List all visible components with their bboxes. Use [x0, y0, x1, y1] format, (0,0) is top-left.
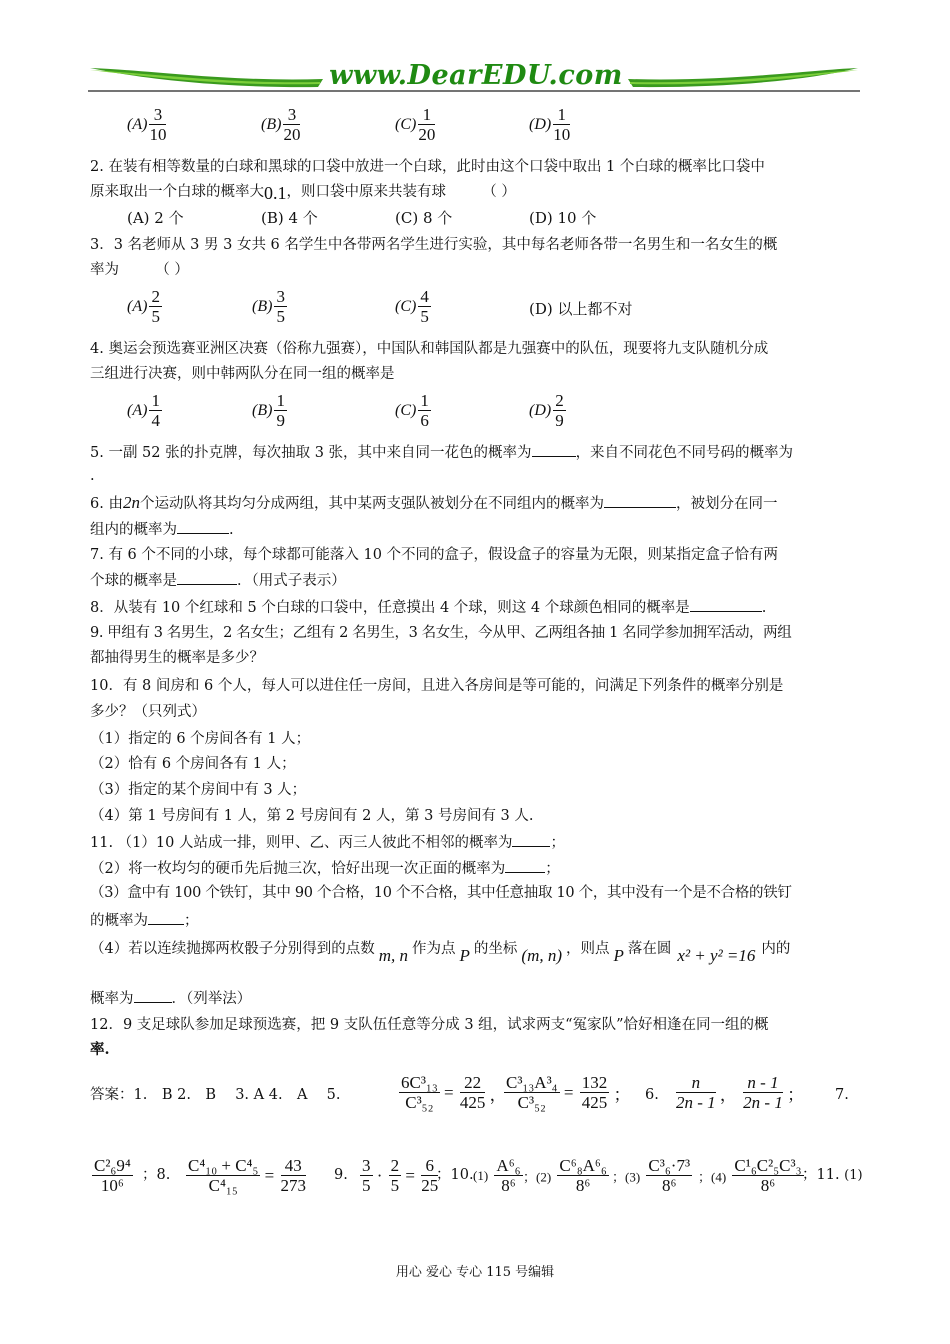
answer-8: $\frac{\text{C⁴₁₀ + C⁴₅}}{\text{C⁴₁₅}}$ = $\frac{43}{273}$: [188, 1156, 306, 1195]
answer-10-4: ；(4) $\frac{\text{C¹₆C²₅C³₃}}{\text{8⁶}}$: [698, 1156, 802, 1195]
q5-blank-1: [532, 442, 576, 457]
q2-line1: 2. 在装有相等数量的白球和黑球的口袋中放进一个白球，此时由这个口袋中取出 1 个白球的概率比口袋中: [90, 159, 765, 175]
q2-option-d: (D) 10 个: [529, 209, 597, 227]
q6-line2: 组内的概率为 .: [90, 519, 234, 540]
q1-option-b: (B) $\frac{3}{20}$: [261, 105, 301, 144]
q9-line1: 9. 甲组有 3 名男生，2 名女生；乙组有 2 名男生，3 名女生，今从甲、乙两组各抽 1 名同学参加拥军活动，两组: [90, 625, 792, 641]
answer-5-second: $\frac{\text{C³₁₃A³₄}}{\text{C³₅₂}}$ = $\frac{132}{425}$ ；: [506, 1073, 631, 1112]
q8-blank: [690, 597, 762, 612]
q11-line3: （3）盒中有 100 个铁钉，其中 90 个合格，10 个不合格，其中任意抽取 10 个，其中没有一个是不合格的铁钉: [90, 885, 792, 901]
answer-10-label: ；10.: [436, 1167, 474, 1183]
q1-option-d: (D) $\frac{1}{10}$: [529, 105, 571, 144]
q12-line2: 率.: [90, 1041, 110, 1058]
q6-line1: 6. 由2n个运动队将其均匀分成两组，其中某两支强队被划分在不同组内的概率为 ，被划分在同一: [90, 493, 778, 512]
q2-line2: 原来取出一个白球的概率大0.1，则口袋中原来共装有球 （ ）: [90, 183, 516, 203]
q12-line1: 12．9 支足球队参加足球预选赛，把 9 支队伍任意等分成 3 组，试求两支“冤家队”恰好相逢在同一组的概: [90, 1017, 769, 1033]
q11-blank-2: [505, 858, 545, 873]
q10-line2: 多少？（只列式）: [90, 704, 206, 720]
site-logo-text: www.DearEDU.com: [329, 60, 623, 91]
q10-item-1: （1）指定的 6 个房间各有 1 人；: [90, 731, 311, 747]
q3-line1: 3．3 名老师从 3 男 3 女共 6 名学生中各带两名学生进行实验，其中每名老师各带一名男生和一名女生的概: [90, 237, 778, 253]
answer-10-1: (1) $\frac{\text{A⁶₆}}{\text{8⁶}}$: [473, 1156, 521, 1195]
q7-line1: 7. 有 6 个不同的小球，每个球都可能落入 10 个不同的盒子，假设盒子的容量为无限，则某指定盒子恰有两: [90, 547, 779, 563]
answer-7-label: 7.: [835, 1087, 849, 1103]
answers-prefix: 答案：1. B 2. B 3. A 4. A 5.: [90, 1087, 341, 1103]
q11-line4: 的概率为 ；: [90, 910, 199, 931]
q6-blank-2: [177, 519, 229, 534]
q10-item-2: （2）恰有 6 个房间各有 1 人；: [90, 756, 296, 772]
q6-blank-1: [604, 493, 676, 508]
q5-line1: 5. 一副 52 张的扑克牌，每次抽取 3 张，其中来自同一花色的概率为 ，来自不同花色不同号码的概率为: [90, 442, 793, 463]
answer-11-label: ；11. (1): [802, 1167, 863, 1183]
q10-item-3: （3）指定的某个房间中有 3 人；: [90, 782, 307, 798]
answer-5-first: $\frac{\text{6C³₁₃}}{\text{C³₅₂}}$ = $\frac{22}{425}$ ，: [401, 1073, 507, 1112]
header-banner: [88, 60, 860, 100]
q1-option-c: (C) $\frac{1}{20}$: [395, 105, 436, 144]
q1-option-a: (A) $\frac{3}{10}$: [127, 105, 167, 144]
q11-blank-3: [148, 910, 184, 925]
q4-option-d: (D) $\frac{2}{9}$: [529, 391, 564, 430]
q4-line1: 4. 奥运会预选赛亚洲区决赛（俗称九强赛），中国队和韩国队都是九强赛中的队伍，现要将九支队随机分成: [90, 341, 769, 357]
q5-line2: .: [90, 468, 95, 484]
q11-line5: （4）若以连续抛掷两枚骰子分别得到的点数 m, n 作为点 P 的坐标 (m, n) ，则点 P 落在圆 x² + y² =16 内的: [90, 941, 791, 965]
q11-line1: 11. （1）10 人站成一排，则甲、乙、丙三人彼此不相邻的概率为 ；: [90, 832, 565, 853]
q3-option-a: (A) $\frac{2}{5}$: [127, 287, 160, 326]
answer-7: $\frac{\text{C²₆9⁴}}{\text{10⁶}}$: [94, 1156, 131, 1195]
q2-option-c: (C) 8 个: [395, 209, 453, 227]
q11-blank-4: [134, 988, 172, 1003]
answer-6-label: 6.: [645, 1087, 659, 1103]
q8-line1: 8．从装有 10 个红球和 5 个白球的口袋中，任意摸出 4 个球，则这 4 个球颜色相同的概率是 .: [90, 597, 766, 618]
answer-10-3: ；(3) $\frac{\text{C³₆·7³}}{\text{8⁶}}$: [612, 1156, 691, 1195]
q10-line1: 10．有 8 间房和 6 个人，每人可以进住任一房间，且进入各房间是等可能的，问满足下列条件的概率分别是: [90, 678, 784, 694]
q7-blank: [177, 570, 237, 585]
q3-option-b: (B) $\frac{3}{5}$: [252, 287, 285, 326]
q10-item-4: （4）第 1 号房间有 1 人，第 2 号房间有 2 人，第 3 号房间有 3 人.: [90, 808, 534, 824]
q3-line2: 率为 （ ）: [90, 262, 189, 278]
q4-option-a: (A) $\frac{1}{4}$: [127, 391, 160, 430]
q3-option-c: (C) $\frac{4}{5}$: [395, 287, 429, 326]
q9-line2: 都抽得男生的概率是多少？: [90, 650, 264, 666]
q4-option-b: (B) $\frac{1}{9}$: [252, 391, 285, 430]
q4-line2: 三组进行决赛，则中韩两队分在同一组的概率是: [90, 366, 395, 382]
q2-option-a: (A) 2 个: [127, 209, 184, 227]
q7-line2: 个球的概率是 ．（用式子表示）: [90, 570, 346, 591]
q11-blank-1: [512, 832, 550, 847]
answer-9: $\frac{3}{5}$ · $\frac{2}{5}$ = $\frac{6}{25}$: [362, 1156, 439, 1195]
q2-option-b: (B) 4 个: [261, 209, 318, 227]
q3-option-d: (D) 以上都不对: [529, 300, 633, 318]
answer-9-label: 9.: [334, 1167, 348, 1183]
q4-option-c: (C) $\frac{1}{6}$: [395, 391, 429, 430]
answer-8-label: ；8.: [142, 1167, 171, 1183]
answer-6: $\frac{n}{2n - 1}$ ， $\frac{n - 1}{2n - 1}$ ；: [676, 1073, 805, 1112]
answer-10-2: ；(2) $\frac{\text{C⁶₈A⁶₆}}{\text{8⁶}}$: [523, 1156, 607, 1195]
q11-line2: （2）将一枚均匀的硬币先后抛三次，恰好出现一次正面的概率为 ；: [90, 858, 560, 879]
page-footer: 用心 爱心 专心 115 号编辑: [395, 1265, 555, 1280]
q11-line6: 概率为 ．（列举法）: [90, 988, 251, 1009]
